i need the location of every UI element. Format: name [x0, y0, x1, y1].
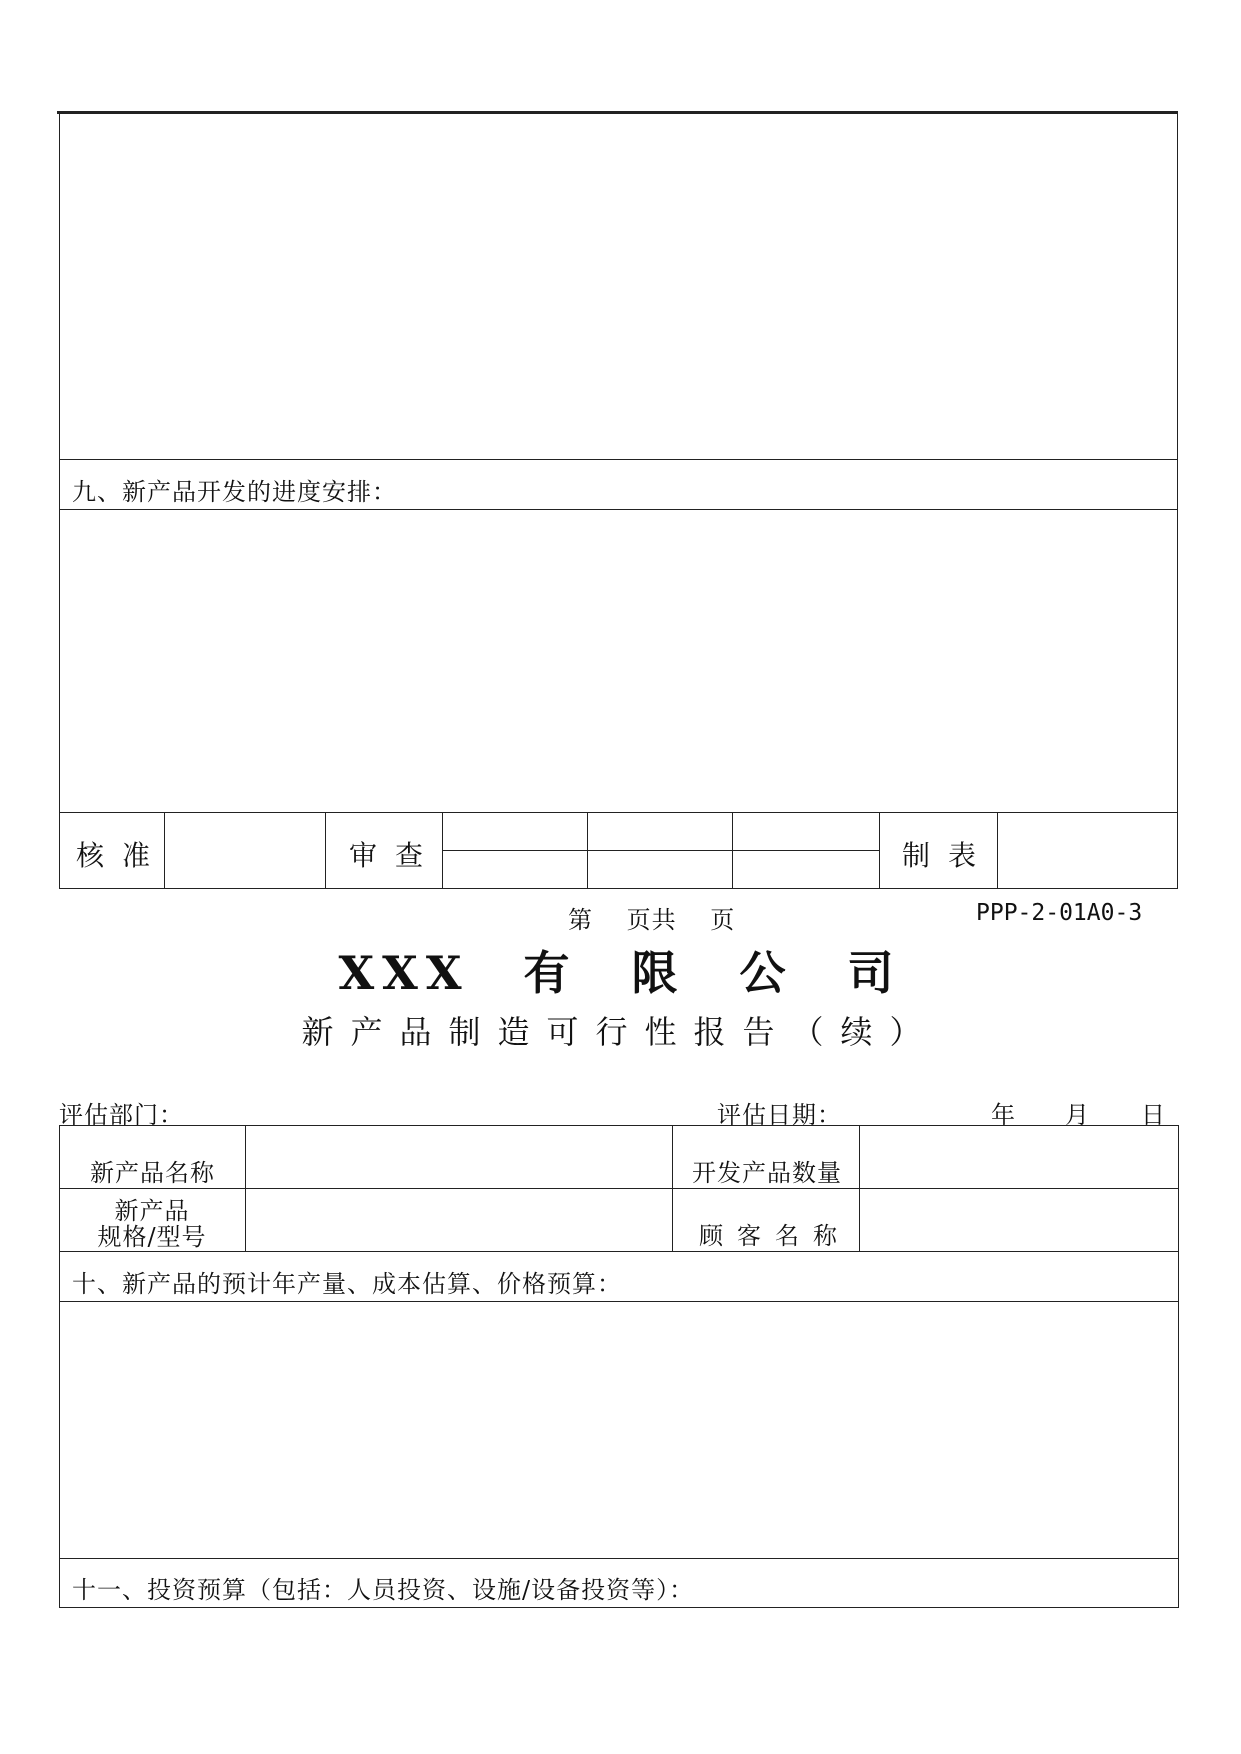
- page-info: 第 页共 页: [568, 906, 736, 934]
- product-name-label: 新产品名称: [90, 1159, 215, 1187]
- divider: [59, 459, 1178, 460]
- divider: [997, 812, 998, 889]
- month-label: 月: [1065, 1101, 1090, 1129]
- divider: [59, 1301, 1179, 1302]
- section9-heading: 九、新产品开发的进度安排：: [72, 478, 397, 506]
- spec-label-line2: 规格/型号: [97, 1223, 207, 1251]
- divider: [59, 1558, 1179, 1559]
- company-name: XXX 有 限 公 司: [338, 946, 902, 1000]
- approve-label: 核准: [76, 839, 169, 872]
- section11-heading: 十一、投资预算（包括：人员投资、设施/设备投资等）：: [72, 1576, 695, 1604]
- dev-quantity-label: 开发产品数量: [692, 1159, 842, 1187]
- prepare-label: 制表: [902, 839, 995, 872]
- spec-label-line1: 新产品: [114, 1197, 190, 1225]
- report-title: 新产品制造可行性报告（续）: [301, 1013, 939, 1051]
- section10-heading: 十、新产品的预计年产量、成本估算、价格预算：: [72, 1270, 622, 1298]
- divider: [59, 1188, 1179, 1189]
- divider: [672, 1125, 673, 1251]
- date-label: 评估日期：: [717, 1101, 842, 1129]
- divider: [879, 812, 880, 889]
- divider: [442, 850, 879, 851]
- customer-label: 顾客名称: [699, 1222, 851, 1250]
- divider: [59, 812, 1178, 813]
- dept-label: 评估部门：: [59, 1101, 184, 1129]
- review-label: 审查: [349, 839, 442, 872]
- day-label: 日: [1141, 1101, 1166, 1129]
- divider: [245, 1125, 246, 1251]
- doc-code: PPP-2-01A0-3: [976, 900, 1143, 926]
- divider: [325, 812, 326, 889]
- divider: [59, 509, 1178, 510]
- divider: [859, 1125, 860, 1251]
- year-label: 年: [991, 1101, 1016, 1129]
